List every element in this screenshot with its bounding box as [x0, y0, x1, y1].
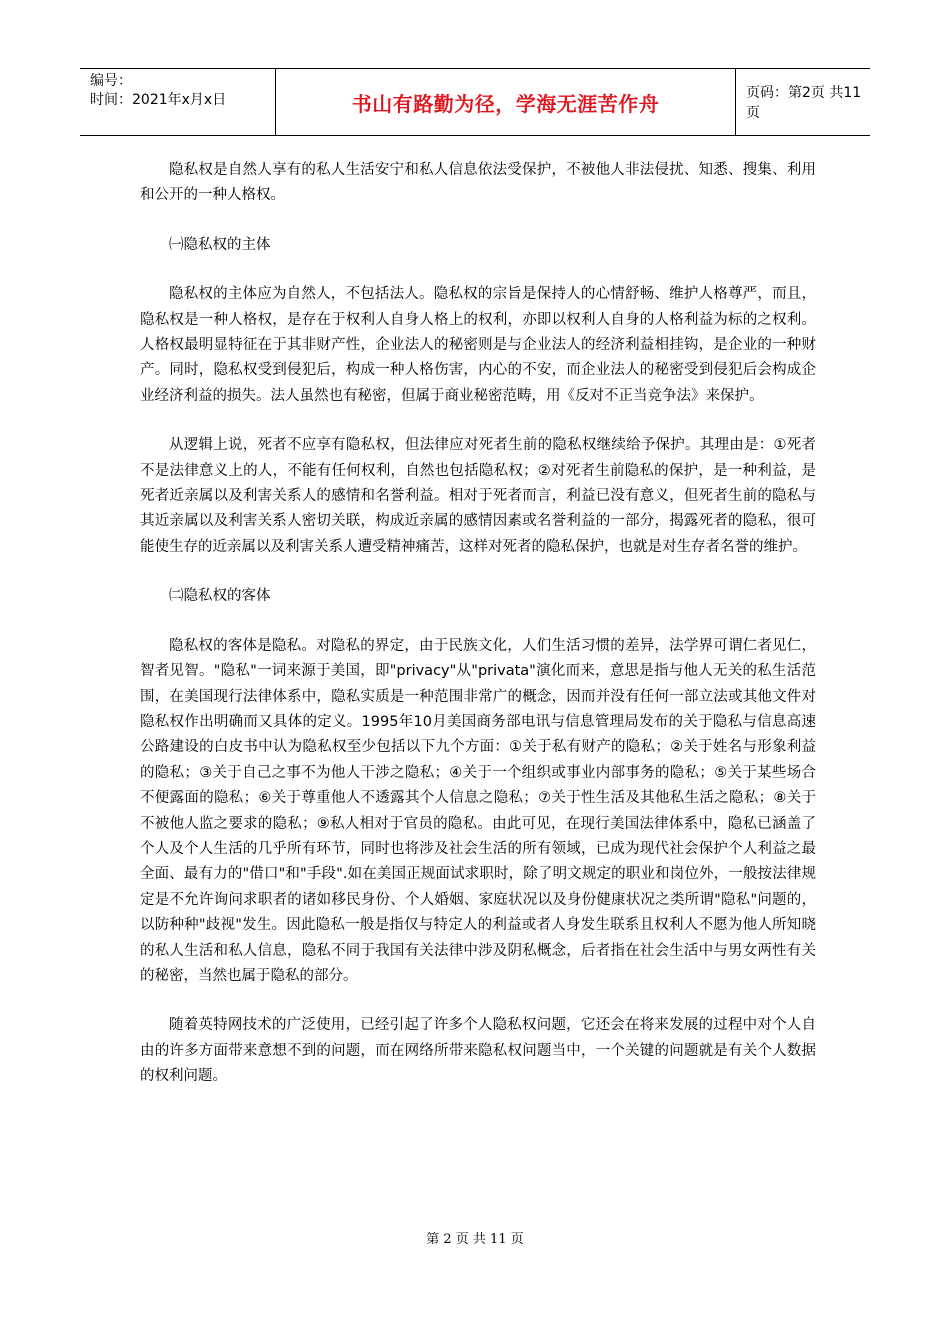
- document-date: 时间：2021年x月x日: [90, 92, 227, 108]
- page-footer: 第 2 页 共 11 页: [426, 1232, 524, 1247]
- document-body: [140, 158, 816, 1114]
- paragraph-deceased: 从逻辑上说，死者不应享有隐私权，但法律应对死者生前的隐私权继续给予保护。其理由是：①死者不是法律意义上的人，不能有任何权利，自然也包括隐私权；②对死者生前隐私的保护，是一种利益，是死者近亲属以及利害关系人的感情和名誉利益。相对于死者而言，利益已没有意义，但死者生前的隐私与其近亲属以及利害关系人密切关联，构成近亲属的感情因素或名誉利益的一部分，揭露死者的隐私，很可能使生存的近亲属以及利害关系人遭受精神痛苦，这样对死者的隐私保护，也就是对生存者名誉的维护。: [140, 437, 816, 555]
- paragraph-subject: 隐私权的主体应为自然人，不包括法人。隐私权的宗旨是保持人的心情舒畅、维护人格尊严，而且，隐私权是一种人格权，是存在于权利人自身人格上的权利，亦即以权利人自身的人格利益为标的之权利。人格权最明显特征在于其非财产性，企业法人的秘密则是与企业法人的经济利益相挂钩，是企业的一种财产。同时，隐私权受到侵犯后，构成一种人格伤害，内心的不安，而企业法人的秘密受到侵犯后会构成企业经济利益的损失。法人虽然也有秘密，但属于商业秘密范畴，用《反对不正当竞争法》来保护。: [140, 286, 816, 404]
- page-header: [80, 68, 870, 136]
- document-number-label: 编号：: [90, 73, 132, 89]
- header-motto: 书山有路勤为径，学海无涯苦作舟: [276, 69, 736, 135]
- section-heading-subject: ㈠隐私权的主体: [169, 236, 271, 253]
- paragraph-object: 隐私权的客体是隐私。对隐私的界定，由于民族文化，人们生活习惯的差异，法学界可谓仁者见仁，智者见智。"隐私"一词来源于美国，即"privacy"从"privata"演化而来，意思是指与他人无关的私生活范围，在美国现行法律体系中，隐私实质是一种范围非常广的概念，因而并没有任何一部立法或其他文件对隐私权作出明确而又具体的定义。1995年10月美国商务部电讯与信息管理局发布的关于隐私与信息高速公路建设的白皮书中认为隐私权至少包括以下九个方面：①关于私有财产的隐私；②关于姓名与形象利益的隐私；③关于自己之事不为他人干涉之隐私；④关于一个组织或事业内部事务的隐私；⑤关于某些场合不便露面的隐私；⑥关于尊重他人不透露其个人信息之隐私；⑦关于性生活及其他私生活之隐私；⑧关于不被他人监之要求的隐私；⑨私人相对于官员的隐私。由此可见，在现行美国法律体系中，隐私已涵盖了个人及个人生活的几乎所有环节，同时也将涉及社会生活的所有领域，已成为现代社会保护个人利益之最全面、最有力的"借口"和"手段".如在美国正规面试求职时，除了明文规定的职业和岗位外，一般按法律规定是不允许询问求职者的诸如移民身份、个人婚姻、家庭状况以及身份健康状况之类所谓"隐私"问题的，以防种种"歧视"发生。因此隐私一般是指仅与特定人的利益或者人身发生联系且权利人不愿为他人所知晓的私人生活和私人信息，隐私不同于我国有关法律中涉及阴私概念，后者指在社会生活中与男女两性有关的秘密，当然也属于隐私的部分。: [140, 637, 816, 984]
- header-meta: [80, 69, 276, 135]
- section-heading-object: ㈡隐私权的客体: [169, 588, 271, 605]
- paragraph-definition: 隐私权是自然人享有的私人生活安宁和私人信息依法受保护，不被他人非法侵扰、知悉、搜集、利用和公开的一种人格权。: [140, 162, 816, 204]
- paragraph-internet: 随着英特网技术的广泛使用，已经引起了许多个人隐私权问题，它还会在将来发展的过程中对个人自由的许多方面带来意想不到的问题，而在网络所带来隐私权问题当中，一个关键的问题就是有关个人数据的权利问题。: [140, 1017, 816, 1085]
- header-page-code: 页码：第2页 共11页: [746, 85, 862, 121]
